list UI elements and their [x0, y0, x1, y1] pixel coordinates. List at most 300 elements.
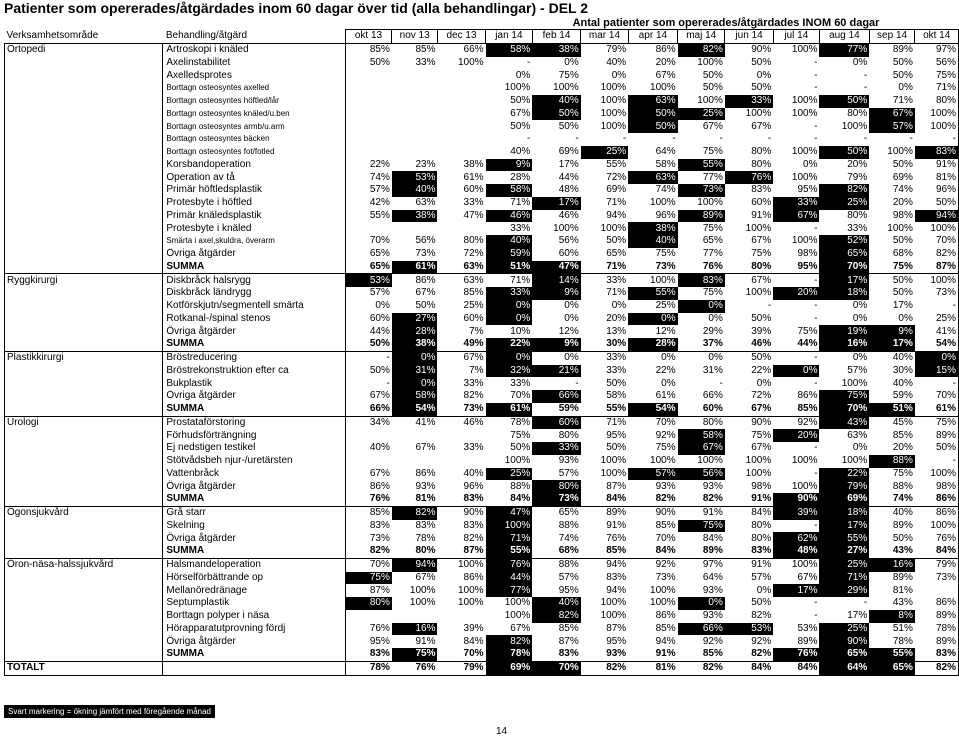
value-cell: 67%: [725, 403, 773, 416]
value-cell: 50%: [606, 442, 627, 454]
value-cell: 100%: [841, 455, 868, 467]
value-cell: 27%: [819, 545, 869, 558]
value-cell: 95%: [797, 184, 818, 196]
value-cell: 63%: [415, 197, 436, 209]
value-cell: 83%: [345, 520, 392, 533]
value-cell: 12%: [558, 325, 579, 337]
month-header: jan 14: [486, 30, 533, 44]
value-cell: 60%: [751, 197, 772, 209]
value-cell: 53%: [392, 171, 438, 184]
table-row: [5, 572, 959, 585]
value-cell: 84%: [915, 545, 959, 558]
value-cell: 86%: [655, 610, 676, 622]
value-cell: 60%: [678, 403, 725, 416]
value-cell: -: [575, 377, 579, 389]
value-cell: 100%: [600, 467, 627, 479]
value-cell: 65%: [702, 235, 723, 247]
value-cell: 100%: [697, 197, 723, 209]
value-cell: 88%: [532, 558, 580, 571]
value-cell: 80%: [463, 235, 484, 247]
value-cell: 75%: [819, 390, 869, 403]
value-cell: 17%: [532, 197, 580, 210]
value-cell: 50%: [606, 377, 627, 389]
value-cell: 53%: [797, 622, 818, 634]
value-cell: 66%: [678, 623, 725, 636]
value-cell: 25%: [819, 197, 869, 210]
value-cell: 100%: [697, 455, 723, 467]
value-cell: 61%: [463, 171, 484, 183]
month-header: mar 14: [581, 30, 628, 44]
treatment-cell: SUMMA: [163, 338, 345, 351]
value-cell: 78%: [345, 661, 392, 675]
table-row: [5, 597, 959, 610]
total-label: TOTALT: [5, 661, 163, 675]
value-cell: 100%: [409, 584, 436, 596]
value-cell: 85%: [655, 622, 676, 634]
value-cell: 67%: [415, 287, 436, 299]
value-cell: 76%: [486, 558, 533, 571]
value-cell: 79%: [915, 558, 959, 571]
area-cell: [5, 623, 163, 636]
area-cell: [5, 235, 163, 248]
value-cell: 0%: [486, 313, 533, 326]
value-cell: 75%: [345, 572, 392, 585]
value-cell: 54%: [628, 403, 677, 416]
value-cell: 100%: [504, 610, 531, 622]
value-cell: 100%: [915, 520, 959, 533]
total-row: [5, 661, 959, 675]
table-row: [5, 57, 959, 70]
value-cell: 100%: [600, 222, 627, 234]
value-cell: 16%: [392, 623, 438, 636]
value-cell: 38%: [463, 158, 484, 170]
value-cell: 100%: [650, 597, 676, 609]
value-cell: 27%: [392, 313, 438, 326]
treatment-cell: [163, 661, 345, 675]
value-cell: 84%: [486, 493, 533, 506]
value-cell: 83%: [532, 648, 580, 661]
treatment-cell: Primär höftledsplastik: [163, 184, 345, 197]
value-cell: 80%: [847, 107, 868, 119]
area-cell: [5, 635, 163, 648]
value-cell: 67%: [751, 235, 772, 247]
value-cell: 82%: [678, 661, 725, 675]
value-cell: 80%: [558, 429, 579, 441]
value-cell: 93%: [581, 648, 628, 661]
value-cell: 0%: [915, 351, 959, 364]
value-cell: 90%: [725, 43, 773, 56]
value-cell: 79%: [437, 661, 485, 675]
value-cell: 100%: [504, 82, 531, 94]
value-cell: 60%: [532, 416, 580, 429]
value-cell: 50%: [915, 442, 959, 455]
value-cell: 55%: [628, 287, 677, 300]
value-cell: 56%: [558, 235, 579, 247]
value-cell: 100%: [745, 287, 772, 299]
value-cell: 85%: [345, 43, 392, 56]
value-cell: 67%: [797, 571, 818, 583]
value-cell: 100%: [791, 480, 818, 492]
value-cell: 65%: [869, 661, 915, 675]
value-cell: 31%: [702, 364, 723, 376]
value-cell: 71%: [819, 572, 869, 585]
value-cell: 100%: [650, 455, 676, 467]
value-cell: 95%: [558, 584, 579, 596]
value-cell: 56%: [678, 468, 725, 481]
area-cell: [5, 120, 163, 133]
table-row: [5, 69, 959, 82]
treatment-cell: Övriga åtgärder: [163, 480, 345, 493]
value-cell: -: [719, 377, 723, 389]
treatment-cell: SUMMA: [163, 545, 345, 558]
area-cell: [5, 197, 163, 210]
value-cell: 82%: [628, 493, 677, 506]
value-cell: 89%: [892, 571, 913, 583]
value-cell: 75%: [892, 467, 913, 479]
value-cell: 40%: [532, 597, 580, 610]
value-cell: 70%: [437, 648, 485, 661]
value-cell: 55%: [486, 545, 533, 558]
value-cell: 75%: [702, 287, 723, 299]
value-cell: 18%: [819, 287, 869, 300]
value-cell: -: [814, 519, 818, 531]
value-cell: 73%: [532, 493, 580, 506]
area-cell: Plastikkirurgi: [5, 351, 163, 364]
value-cell: [437, 95, 485, 108]
value-cell: [437, 133, 485, 146]
table-row: [5, 133, 959, 146]
value-cell: 75%: [869, 261, 915, 274]
value-cell: 72%: [606, 171, 627, 183]
value-cell: 40%: [628, 235, 677, 248]
value-cell: [437, 69, 485, 82]
value-cell: 62%: [773, 532, 819, 545]
value-cell: 76%: [345, 623, 392, 636]
treatment-cell: Hörselförbättrande op: [163, 572, 345, 585]
value-cell: 39%: [463, 622, 484, 634]
value-cell: 100%: [600, 82, 627, 94]
value-cell: 82%: [463, 532, 484, 544]
value-cell: 59%: [532, 403, 580, 416]
value-cell: 58%: [678, 429, 725, 442]
value-cell: 20%: [773, 287, 819, 300]
value-cell: 33%: [581, 351, 628, 364]
value-cell: 67%: [345, 390, 392, 403]
value-cell: 71%: [892, 95, 913, 107]
treatment-cell: Borttagn osteosyntes fot/fotled: [163, 146, 345, 159]
value-cell: 60%: [558, 248, 579, 260]
value-cell: 78%: [486, 648, 533, 661]
value-cell: 67%: [510, 107, 531, 119]
value-cell: 95%: [773, 261, 819, 274]
summary-row: [5, 403, 959, 416]
value-cell: 22%: [486, 338, 533, 351]
value-cell: 58%: [486, 43, 533, 56]
value-cell: 93%: [702, 480, 723, 492]
col-header-area: Verksamhetsområde: [6, 30, 99, 42]
value-cell: -: [814, 312, 818, 324]
value-cell: 69%: [819, 493, 869, 506]
value-cell: 100%: [745, 455, 772, 467]
value-cell: 58%: [606, 390, 627, 402]
value-cell: 38%: [532, 43, 580, 56]
area-cell: [5, 261, 163, 274]
value-cell: 100%: [486, 520, 533, 533]
value-cell: 70%: [628, 416, 677, 429]
value-cell: 100%: [773, 558, 819, 571]
value-cell: 40%: [463, 467, 484, 479]
value-cell: 0%: [803, 158, 818, 170]
value-cell: 70%: [915, 390, 959, 403]
area-cell: [5, 493, 163, 506]
area-cell: [5, 572, 163, 585]
summary-row: [5, 261, 959, 274]
value-cell: 83%: [437, 493, 485, 506]
treatment-cell: SUMMA: [163, 403, 345, 416]
value-cell: 77%: [702, 171, 723, 183]
value-cell: 90%: [725, 416, 773, 429]
value-cell: -: [526, 56, 531, 68]
value-cell: 33%: [463, 377, 484, 389]
value-cell: 100%: [457, 56, 484, 68]
value-cell: 97%: [915, 43, 959, 56]
value-cell: 50%: [606, 235, 627, 247]
value-cell: 63%: [847, 429, 868, 441]
value-cell: 76%: [915, 532, 959, 545]
value-cell: 68%: [532, 545, 580, 558]
value-cell: 93%: [415, 480, 436, 492]
table-row: [5, 365, 959, 378]
value-cell: 58%: [486, 184, 533, 197]
value-cell: 60%: [463, 184, 484, 196]
table-row: [5, 468, 959, 481]
value-cell: 33%: [773, 197, 819, 210]
value-cell: 73%: [628, 261, 677, 274]
value-cell: 93%: [702, 584, 723, 596]
value-cell: [392, 69, 438, 82]
value-cell: 20%: [655, 56, 676, 68]
treatment-cell: Skelning: [163, 520, 345, 533]
value-cell: 83%: [345, 648, 392, 661]
value-cell: 48%: [773, 545, 819, 558]
value-cell: 70%: [345, 235, 392, 248]
value-cell: 86%: [345, 480, 392, 493]
summary-row: [5, 493, 959, 506]
value-cell: 50%: [558, 120, 579, 132]
table-row: [5, 313, 959, 326]
value-cell: 100%: [650, 584, 676, 596]
value-cell: 100%: [600, 597, 627, 609]
value-cell: 100%: [457, 584, 484, 596]
value-cell: 16%: [819, 338, 869, 351]
treatment-cell: Halsmandeloperation: [163, 558, 345, 571]
value-cell: 13%: [606, 325, 627, 337]
treatment-cell: Korsbandoperation: [163, 159, 345, 172]
value-cell: 100%: [600, 610, 627, 622]
value-cell: 70%: [532, 661, 580, 675]
value-cell: -: [814, 222, 818, 234]
value-cell: 0%: [678, 597, 725, 610]
value-cell: 100%: [409, 597, 436, 609]
value-cell: 70%: [819, 261, 869, 274]
table-row: [5, 159, 959, 172]
value-cell: 98%: [751, 480, 772, 492]
value-cell: 50%: [892, 69, 913, 81]
value-cell: 20%: [847, 158, 868, 170]
value-cell: 40%: [345, 442, 392, 455]
value-cell: 28%: [392, 325, 438, 338]
value-cell: 72%: [463, 248, 484, 260]
treatment-cell: Hörapparatutprovning fördj: [163, 623, 345, 636]
value-cell: 17%: [869, 338, 915, 351]
area-cell: [5, 403, 163, 416]
value-cell: 20%: [773, 429, 819, 442]
value-cell: 90%: [628, 506, 677, 519]
value-cell: 55%: [819, 532, 869, 545]
value-cell: 69%: [606, 184, 627, 196]
area-cell: [5, 95, 163, 108]
value-cell: 89%: [915, 610, 959, 623]
value-cell: 0%: [852, 300, 868, 312]
value-cell: [345, 429, 392, 442]
value-cell: [345, 455, 392, 468]
value-cell: 94%: [606, 209, 627, 221]
value-cell: 43%: [892, 597, 913, 609]
value-cell: 71%: [581, 416, 628, 429]
treatment-cell: Protesbyte i knäled: [163, 222, 345, 235]
value-cell: 100%: [553, 222, 579, 234]
value-cell: -: [345, 377, 392, 390]
value-cell: [437, 108, 485, 121]
table-row: [5, 610, 959, 623]
value-cell: 59%: [486, 248, 533, 261]
month-header: jun 14: [725, 30, 773, 44]
value-cell: 88%: [558, 519, 579, 531]
value-cell: 34%: [345, 416, 392, 429]
value-cell: 61%: [915, 403, 959, 416]
value-cell: 100%: [650, 82, 676, 94]
value-cell: 37%: [678, 338, 725, 351]
value-cell: -: [622, 133, 627, 145]
value-cell: 0%: [852, 442, 868, 454]
value-cell: 87%: [345, 584, 392, 597]
value-cell: 51%: [869, 403, 915, 416]
area-cell: [5, 377, 163, 390]
value-cell: 67%: [510, 622, 531, 634]
value-cell: 75%: [702, 146, 723, 158]
value-cell: 50%: [915, 197, 959, 210]
treatment-cell: Övriga åtgärder: [163, 390, 345, 403]
value-cell: 50%: [751, 82, 772, 94]
value-cell: 33%: [606, 364, 627, 376]
value-cell: 89%: [678, 545, 725, 558]
value-cell: 78%: [486, 416, 533, 429]
value-cell: 68%: [892, 248, 913, 260]
value-cell: 63%: [628, 95, 677, 108]
value-cell: 19%: [819, 325, 869, 338]
value-cell: 98%: [892, 209, 913, 221]
value-cell: 22%: [655, 364, 676, 376]
value-cell: 67%: [725, 274, 773, 287]
table-row: [5, 377, 959, 390]
value-cell: 40%: [532, 95, 580, 108]
value-cell: 0%: [852, 312, 868, 324]
col-header-treatment: Behandling/åtgärd: [165, 30, 248, 42]
value-cell: 0%: [628, 351, 677, 364]
value-cell: 40%: [606, 56, 627, 68]
value-cell: 75%: [915, 69, 959, 82]
value-cell: 55%: [581, 403, 628, 416]
value-cell: 86%: [392, 274, 438, 287]
value-cell: -: [814, 300, 818, 312]
value-cell: 7%: [469, 364, 484, 376]
table-row: [5, 532, 959, 545]
value-cell: 46%: [558, 209, 579, 221]
value-cell: 85%: [463, 287, 484, 299]
month-header: sep 14: [869, 30, 915, 44]
value-cell: 100%: [504, 597, 531, 609]
value-cell: 33%: [532, 442, 580, 455]
value-cell: 100%: [504, 455, 531, 467]
value-cell: 50%: [628, 108, 677, 121]
value-cell: 71%: [606, 287, 627, 299]
value-cell: 100%: [915, 108, 959, 121]
value-cell: 100%: [915, 274, 959, 287]
value-cell: 32%: [486, 365, 533, 378]
value-cell: 22%: [345, 159, 392, 172]
area-cell: [5, 313, 163, 326]
value-cell: 96%: [463, 480, 484, 492]
value-cell: 89%: [581, 506, 628, 519]
treatment-cell: Bröstrekonstruktion efter ca: [163, 365, 345, 378]
value-cell: 25%: [819, 623, 869, 636]
value-cell: 100%: [841, 377, 868, 389]
area-cell: [5, 108, 163, 121]
value-cell: -: [814, 377, 818, 389]
value-cell: 75%: [510, 429, 531, 441]
value-cell: 85%: [345, 506, 392, 519]
value-cell: 80%: [392, 545, 438, 558]
value-cell: -: [814, 120, 818, 132]
value-cell: 91%: [725, 558, 773, 571]
value-cell: 50%: [892, 287, 913, 299]
value-cell: 94%: [581, 558, 628, 571]
value-cell: -: [814, 56, 818, 68]
value-cell: 73%: [915, 287, 959, 300]
value-cell: 100%: [791, 235, 818, 247]
month-header: dec 13: [437, 30, 485, 44]
value-cell: 23%: [415, 158, 436, 170]
table-row: [5, 146, 959, 159]
value-cell: 96%: [915, 184, 959, 197]
value-cell: 58%: [392, 390, 438, 403]
value-cell: [345, 146, 392, 159]
value-cell: 65%: [345, 248, 392, 261]
value-cell: 95%: [606, 635, 627, 647]
value-cell: 67%: [702, 120, 723, 132]
treatment-cell: Mellanöredränage: [163, 584, 345, 597]
table-row: [5, 184, 959, 197]
value-cell: 82%: [678, 493, 725, 506]
value-cell: 100%: [745, 107, 772, 119]
value-cell: 67%: [751, 442, 772, 454]
value-cell: 80%: [847, 209, 868, 221]
value-cell: 91%: [915, 159, 959, 172]
area-cell: [5, 365, 163, 378]
value-cell: 50%: [751, 312, 772, 324]
value-cell: 90%: [437, 506, 485, 519]
value-cell: 55%: [869, 648, 915, 661]
